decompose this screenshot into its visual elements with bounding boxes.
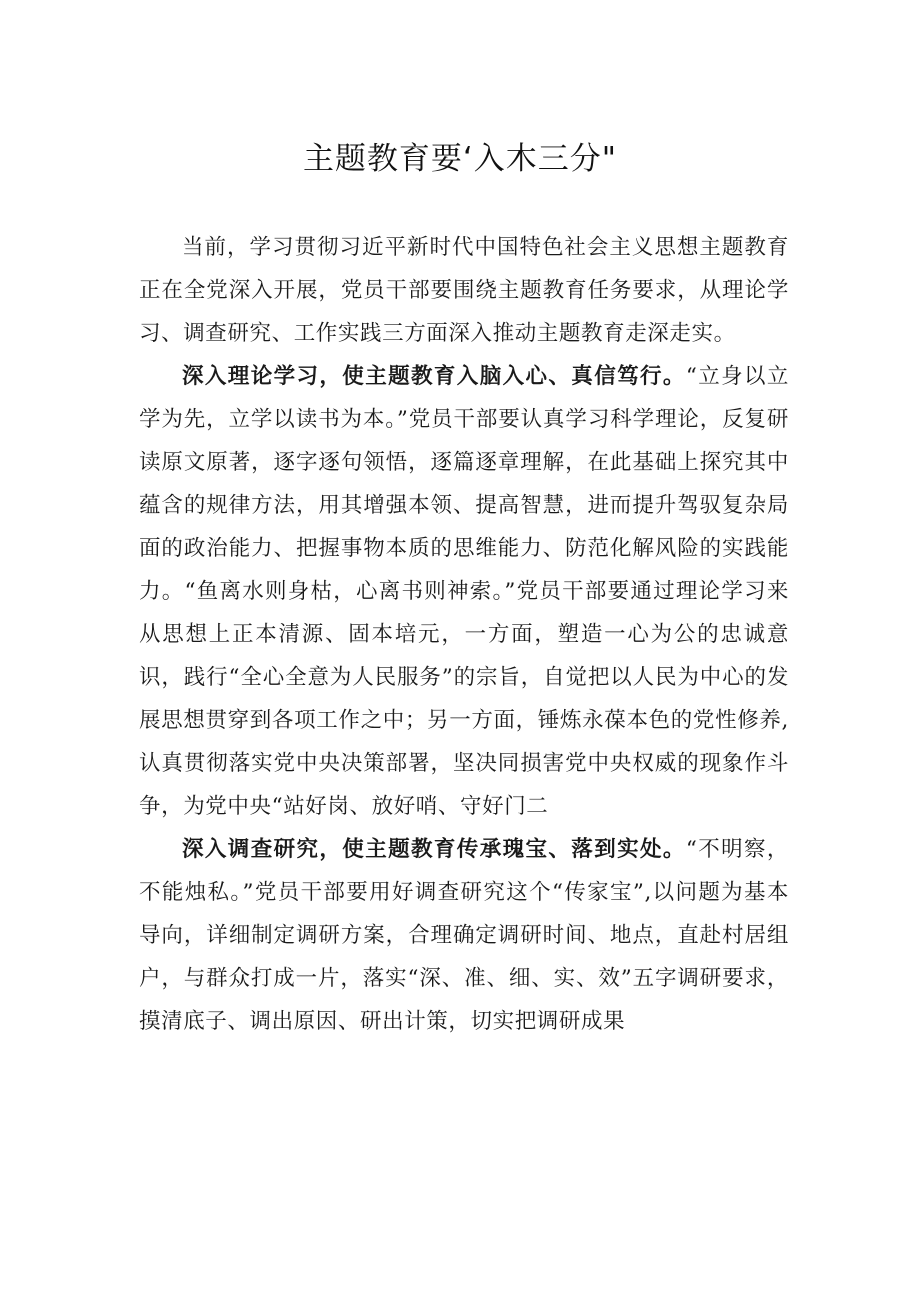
document-body	[139, 226, 789, 1043]
paragraph-theory-study	[139, 355, 789, 828]
paragraph-intro-text: 当前，学习贯彻习近平新时代中国特色社会主义思想主题教育正在全党深入开展，党员干部要围绕主题教育任务要求，从理论学习、调查研究、工作实践三方面深入推动主题教育走深走实。	[139, 235, 789, 346]
paragraph-investigation-heading: 深入调查研究，使主题教育传承瑰宝、落到实处。	[182, 837, 686, 862]
paragraph-theory-study-heading: 深入理论学习，使主题教育入脑入心、真信笃行。	[182, 364, 686, 389]
paragraph-theory-study-text: “立身以立学为先，立学以读书为本。”党员干部要认真学习科学理论，反复研读原文原著，逐字逐句领悟，逐篇逐章理解，在此基础上探究其中蕴含的规律方法，用其增强本领、提高智慧，进而提升驾驭复杂局面的政治能力、把握事物本质的思维能力、防范化解风险的实践能力。“鱼离水则身枯，心离书则神索。”党员干部要通过理论学习来从思想上正本清源、固本培元，一方面，塑造一心为公的忠诚意识，践行“全心全意为人民服务”的宗旨，自觉把以人民为中心的发展思想贯穿到各项工作之中；另一方面，锤炼永葆本色的党性修养,认真贯彻落实党中央决策部署，坚决同损害党中央权威的现象作斗争，为党中央“站好岗、放好哨、守好门二	[139, 364, 790, 819]
paragraph-intro	[139, 226, 789, 355]
document-title: 主题教育要‘入木三分"	[302, 141, 618, 177]
paragraph-investigation-text: “不明察，不能烛私。”党员干部要用好调查研究这个“传家宝”,以问题为基本导向，详细制定调研方案，合理确定调研时间、地点，直赴村居组户，与群众打成一片，落实“深、准、细、实、效”五字调研要求，摸清底子、调出原因、研出计策，切实把调研成果	[139, 837, 790, 1034]
paragraph-investigation	[139, 828, 789, 1043]
